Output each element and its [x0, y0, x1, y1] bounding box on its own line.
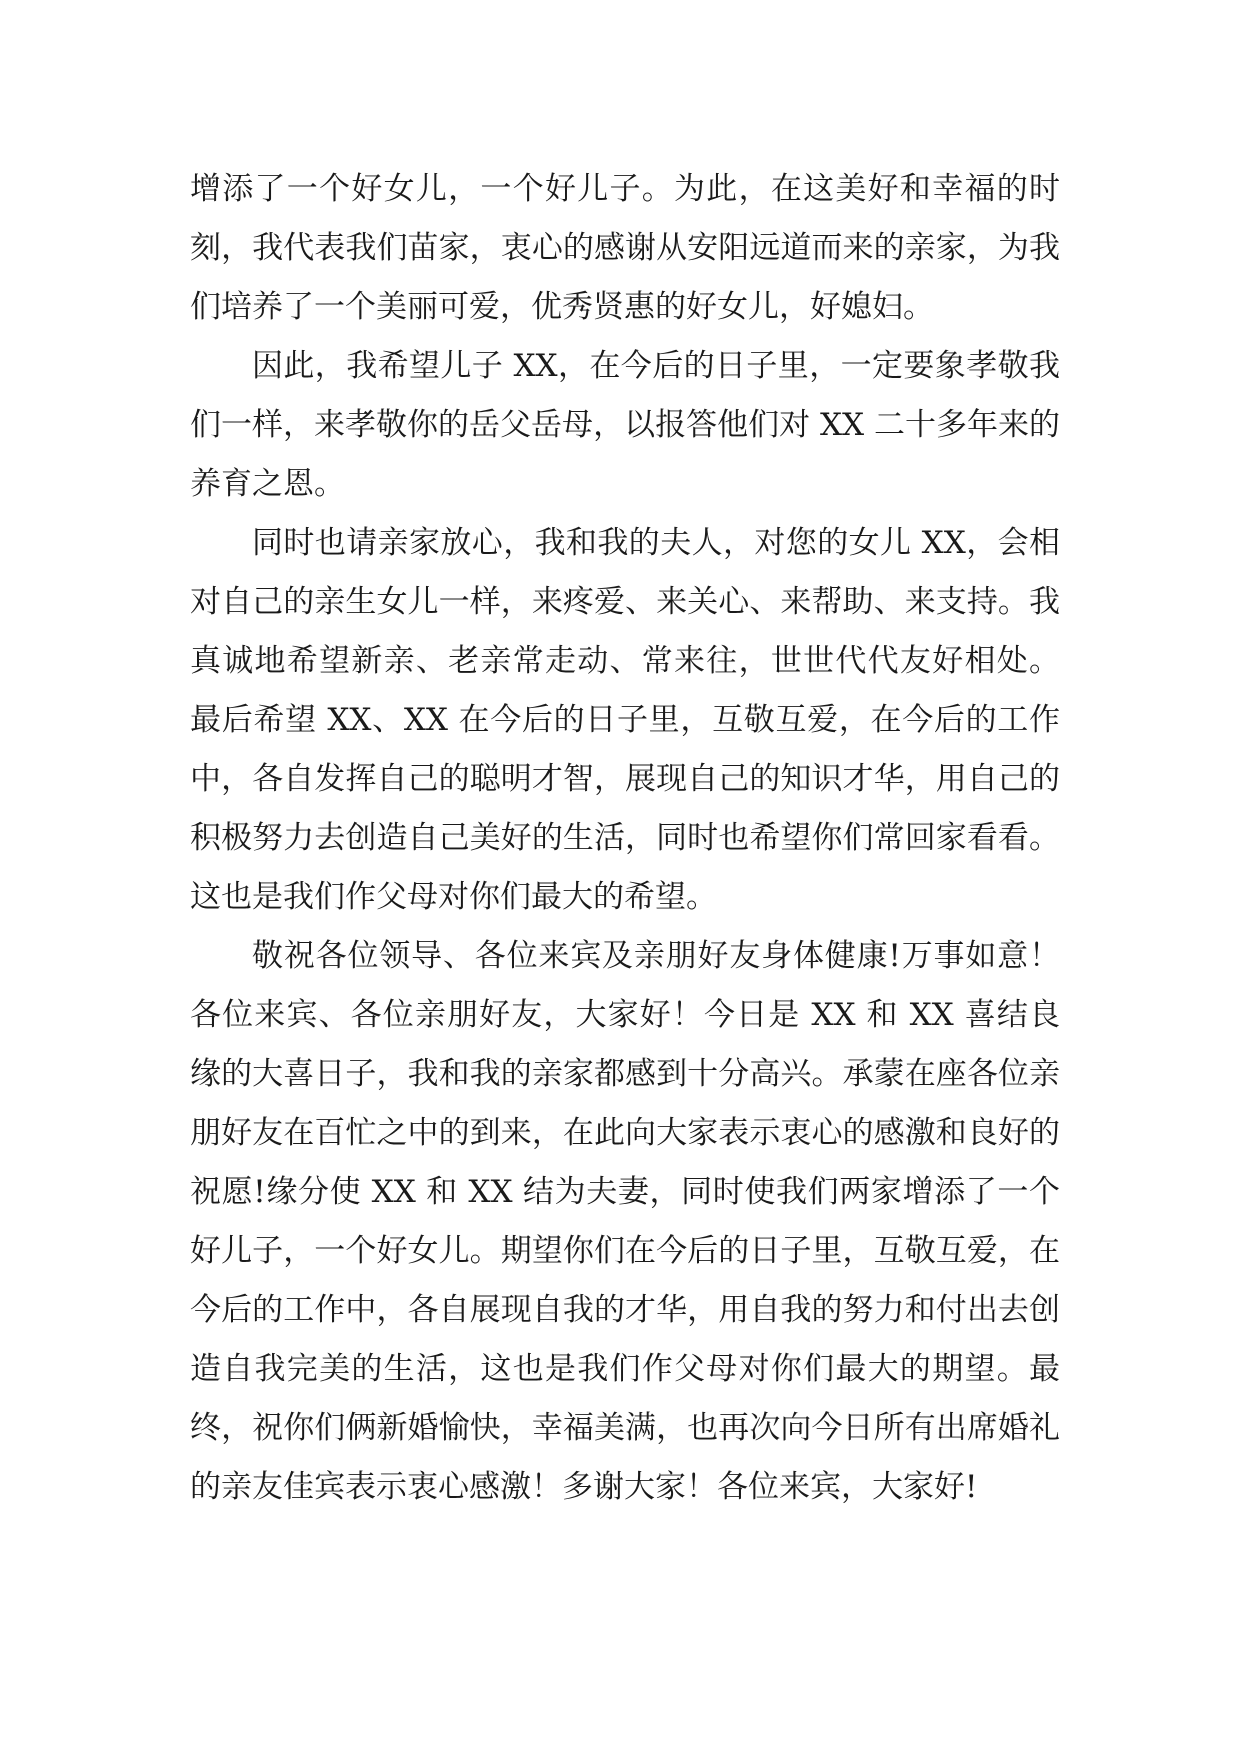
paragraph-2: 因此，我希望儿子 XX，在今后的日子里，一定要象孝敬我们一样，来孝敬你的岳父岳母，以报答他们对 XX 二十多年来的养育之恩。 [190, 348, 1060, 502]
paragraph-4: 敬祝各位领导、各位来宾及亲朋好友身体健康!万事如意！各位来宾、各位亲朋好友，大家好！今日是 XX 和 XX 喜结良缘的大喜日子，我和我的亲家都感到十分高兴。承蒙在座各位亲朋好友在百忙之中的到来，在此向大家表示衷心的感激和良好的祝愿!缘分使 XX 和 XX 结为夫妻，同时使我们两家增添了一个好儿子，一个好女儿。期望你们在今后的日子里，互敬互爱，在今后的工作中，各自展现自我的才华，用自我的努力和付出去创造自我完美的生活，这也是我们作父母对你们最大的期望。最终，祝你们俩新婚愉快，幸福美满，也再次向今日所有出席婚礼的亲友佳宾表示衷心感激！多谢大家！各位来宾，大家好! [190, 938, 1060, 1505]
paragraph-1: 增添了一个好女儿，一个好儿子。为此，在这美好和幸福的时刻，我代表我们苗家，衷心的感谢从安阳远道而来的亲家，为我们培养了一个美丽可爱，优秀贤惠的好女儿，好媳妇。 [190, 171, 1060, 325]
document-body [190, 160, 1060, 1517]
paragraph-3: 同时也请亲家放心，我和我的夫人，对您的女儿 XX，会相对自己的亲生女儿一样，来疼爱、来关心、来帮助、来支持。我真诚地希望新亲、老亲常走动、常来往，世世代代友好相处。 最后希望 XX、XX 在今后的日子里，互敬互爱，在今后的工作中，各自发挥自己的聪明才智，展现自己的知识才华，用自己的积极努力去创造自己美好的生活，同时也希望你们常回家看看。这也是我们作父母对你们最大的希望。 [190, 525, 1060, 915]
